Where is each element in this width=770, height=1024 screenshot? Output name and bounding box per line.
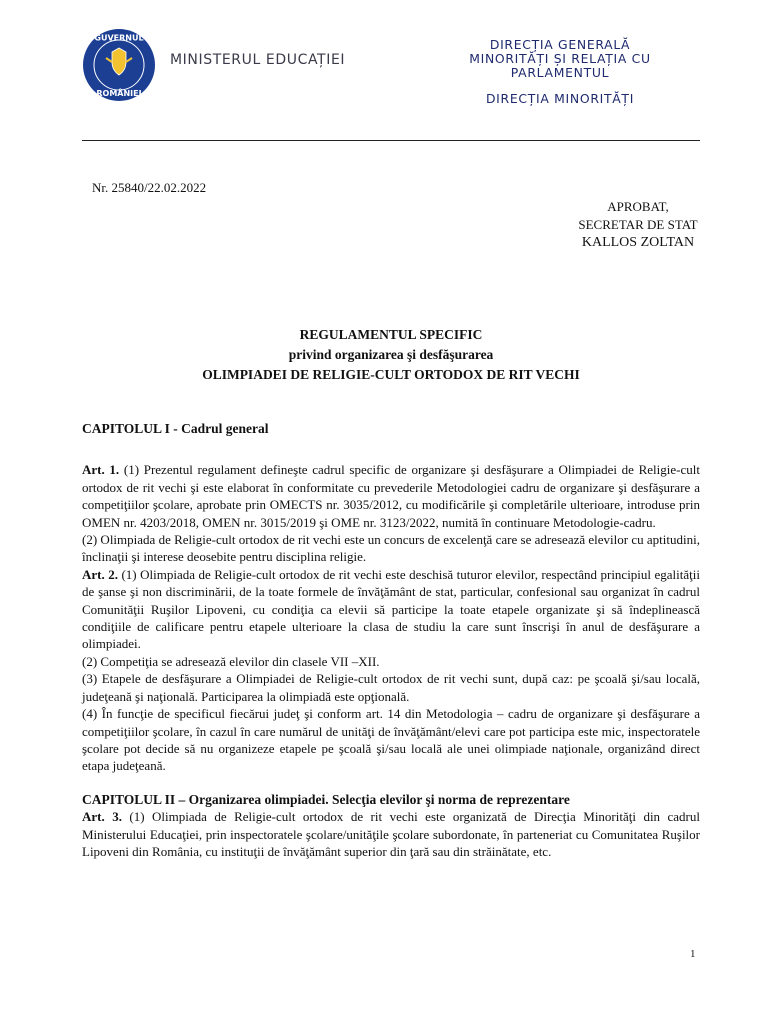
approval-block bbox=[553, 198, 723, 252]
ministry-name: MINISTERUL EDUCAȚIEI bbox=[170, 52, 346, 68]
department-header bbox=[430, 38, 690, 106]
svg-text:GUVERNUL: GUVERNUL bbox=[94, 33, 144, 43]
article-paragraph: (4) În funcţie de specificul fiecărui judeţ şi conform art. 14 din Metodologia – cadru de organizare şi desfăşurare a competiţiilor şcolare, în cazul în care numărul de unităţi de învăţământ/elevi care pot participa este mic, inspectoratele şcolare pot decide să nu organizeze etapele pe şcoală şi/sau locală ale unei olimpiade naţionale, organizând direct etapa judeţeană. bbox=[82, 706, 700, 774]
chapter-heading: CAPITOLUL I - Cadrul general bbox=[82, 421, 269, 436]
article-paragraph: Art. 3. (1) Olimpiada de Religie-cult ortodox de rit vechi este organizată de Direcţia Minorităţi din cadrul Ministerului Educaţiei, prin inspectoratele şcolare/unităţile şcolare subordonate, în parteneriat cu Comunitatea Ruşilor Lipoveni din România, cu instituţii de învăţământ superior din ţară sau din străinătate, etc. bbox=[82, 809, 700, 859]
article-label: Art. 3. bbox=[82, 809, 122, 825]
subdepartment-name: DIRECȚIA MINORITĂȚI bbox=[485, 91, 635, 106]
svg-text:ROMÂNIEI: ROMÂNIEI bbox=[96, 89, 142, 98]
document-title bbox=[82, 325, 700, 385]
department-line: PARLAMENTUL bbox=[510, 65, 610, 80]
document-body bbox=[82, 420, 700, 860]
header-divider bbox=[82, 140, 700, 141]
approval-line: APROBAT, bbox=[607, 199, 669, 214]
title-line: OLIMPIADEI DE RELIGIE-CULT ORTODOX DE RIT VECHI bbox=[202, 367, 580, 382]
title-line: REGULAMENTUL SPECIFIC bbox=[299, 327, 483, 342]
article-label: Art. 1. bbox=[82, 462, 120, 478]
approval-line: SECRETAR DE STAT bbox=[578, 217, 698, 232]
article-paragraph: Art. 2. (1) Olimpiada de Religie-cult ortodox de rit vechi este deschisă tuturor elevilor, respectând principiul egalităţii de şanse şi non discriminării, de la toate formele de învăţământ de stat, particular, confesional sau organizat în cadrul Comunităţii Ruşilor Lipoveni, cu condiţia ca elevii să participe la toate etapele organizate şi să îndeplinească condiţiile de calificare pentru etapele ulterioare la clasa de studiu la care sunt înscrişi în anul de desfăşurare a olimpiadei. bbox=[82, 566, 700, 652]
article-paragraph: Art. 1. (1) Prezentul regulament defineşte cadrul specific de organizare şi desfăşurare a Olimpiadei de Religie-cult ortodox de rit vechi şi este elaborat în conformitate cu prevederile Metodologiei cadru de organizare şi desfăşurare a competiţiilor şcolare, aprobate prin OMECTS nr. 3035/2012, cu modificările şi completările ulterioare, introduse prin OMEN nr. 4203/2018, OMEN nr. 3015/2019 şi OME nr. 3123/2022, numită în continuare Metodologie-cadru. bbox=[82, 462, 700, 530]
article-label: Art. 2. bbox=[82, 566, 118, 582]
article-paragraph: (2) Competiţia se adresează elevilor din clasele VII –XII. bbox=[82, 653, 380, 669]
department-line: MINORITĂȚI ȘI RELAȚIA CU bbox=[469, 51, 651, 66]
document-number: Nr. 25840/22.02.2022 bbox=[92, 180, 207, 195]
department-line: DIRECȚIA GENERALĂ bbox=[489, 37, 631, 52]
article-paragraph: (3) Etapele de desfăşurare a Olimpiadei de Religie-cult ortodox de rit vechi sunt, după caz: pe şcoală şi/sau locală, judeţeană şi naţională. Participarea la olimpiadă este opţională. bbox=[82, 671, 700, 704]
government-seal-logo bbox=[82, 28, 156, 102]
approver-name: KALLOS ZOLTAN bbox=[581, 235, 695, 250]
article-paragraph: (2) Olimpiada de Religie-cult ortodox de rit vechi este un concurs de excelenţă care se adresează elevilor cu aptitudini, înclinaţii şi interese deosebite pentru disciplina religie. bbox=[82, 532, 700, 565]
page-number: 1 bbox=[690, 948, 696, 960]
chapter-heading: CAPITOLUL II – Organizarea olimpiadei. Selecţia elevilor şi norma de reprezentare bbox=[82, 791, 570, 807]
title-line: privind organizarea şi desfăşurarea bbox=[288, 347, 494, 362]
